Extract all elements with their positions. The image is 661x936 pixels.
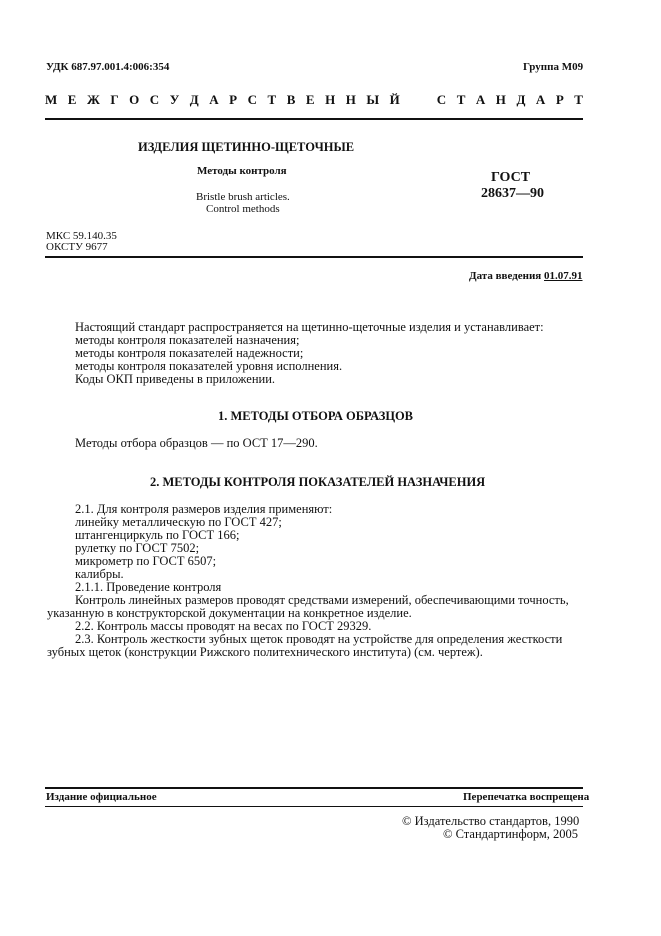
section1-heading: 1. МЕТОДЫ ОТБОРА ОБРАЗЦОВ	[218, 409, 414, 423]
gost-number: 28637—90	[481, 186, 544, 201]
banner-letter: Н	[325, 92, 336, 107]
banner-letter: Н	[345, 92, 356, 107]
section2-heading: 2. МЕТОДЫ КОНТРОЛЯ ПОКАЗАТЕЛЕЙ НАЗНАЧЕНИЯ	[150, 475, 486, 489]
intro-date-label: Дата введения	[469, 270, 542, 282]
english-title-line1: Bristle brush articles.	[196, 191, 290, 203]
banner-letter: Р	[555, 92, 564, 107]
banner-letter: О	[129, 92, 140, 107]
banner-rule	[45, 118, 583, 120]
banner-letter: Д	[516, 92, 526, 107]
section2-paragraph-2-3-line2: зубных щеток (конструкции Рижского политехнического института) (см. чертеж).	[47, 645, 483, 659]
intro-line: методы контроля показателей надежности;	[75, 346, 304, 360]
banner-letter: М	[45, 92, 58, 107]
udk-code: УДК 687.97.001.4:006:354	[46, 61, 170, 73]
tool-item: линейку металлическую по ГОСТ 427;	[75, 515, 282, 529]
banner-letter: Д	[189, 92, 199, 107]
section2-paragraph-2-1: 2.1. Для контроля размеров изделия применяют:	[75, 502, 333, 516]
footer-rule-lower	[45, 806, 583, 807]
english-title-line2: Control methods	[206, 203, 280, 215]
okstu-code: ОКСТУ 9677	[46, 241, 108, 253]
section1-text: Методы отбора образцов — по ОСТ 17—290.	[75, 436, 318, 450]
document-subtitle: Методы контроля	[197, 165, 287, 177]
section2-paragraph-2-1-1: 2.1.1. Проведение контроля	[75, 580, 222, 594]
banner-letter: Ж	[86, 92, 100, 107]
banner-letter: А	[209, 92, 219, 107]
banner-letter: Р	[229, 92, 238, 107]
official-edition: Издание официальное	[46, 791, 157, 803]
section2-paragraph-2-2: 2.2. Контроль массы проводят на весах по ГОСТ 29329.	[75, 619, 372, 633]
title-rule	[45, 256, 583, 258]
intro-line: методы контроля показателей уровня исполнения.	[75, 359, 343, 373]
banner-letter: Т	[267, 92, 277, 107]
banner-letter: С	[247, 92, 257, 107]
copyright-line1: © Издательство стандартов, 1990	[402, 814, 580, 828]
tool-item: рулетку по ГОСТ 7502;	[75, 541, 200, 555]
section2-measure-text-1: Контроль линейных размеров проводят средствами измерений, обеспечивающими точность,	[75, 593, 569, 607]
banner-letter: А	[535, 92, 546, 107]
banner-word-gap	[410, 92, 426, 108]
banner-letter: Н	[495, 92, 506, 107]
tool-item: калибры.	[75, 567, 124, 581]
tool-item: штангенциркуль по ГОСТ 166;	[75, 528, 240, 542]
intro-line: Настоящий стандарт распространяется на щетинно-щеточные изделия и устанавливает:	[75, 320, 544, 334]
banner-letter: Й	[389, 92, 400, 107]
banner-letter: Е	[67, 92, 77, 107]
banner-letter: В	[286, 92, 296, 107]
copyright-line2: © Стандартинформ, 2005	[443, 827, 579, 841]
intro-line: Коды ОКП приведены в приложении.	[75, 372, 276, 386]
intro-date	[469, 270, 583, 282]
banner-letter: Г	[110, 92, 119, 107]
document-title: ИЗДЕЛИЯ ЩЕТИННО-ЩЕТОЧНЫЕ	[138, 140, 355, 154]
intro-date-value: 01.07.91	[544, 270, 583, 282]
tool-item: микрометр по ГОСТ 6507;	[75, 554, 217, 568]
section2-measure-text-2: указанную в конструкторской документации на конкретное изделие.	[47, 606, 412, 620]
intro-line: методы контроля показателей назначения;	[75, 333, 300, 347]
banner-letter: Т	[574, 92, 583, 107]
banner-letter: С	[149, 92, 160, 107]
banner-letter: У	[169, 92, 180, 107]
footer-rule	[45, 787, 583, 789]
banner-letter: А	[475, 92, 486, 107]
banner-letter: Т	[456, 92, 466, 107]
group-code: Группа М09	[523, 61, 584, 73]
banner-letter: Ы	[366, 92, 380, 107]
standard-banner	[45, 92, 583, 108]
mks-code: МКС 59.140.35	[46, 230, 117, 242]
section2-paragraph-2-3-line1: 2.3. Контроль жесткости зубных щеток проводят на устройстве для определения жесткости	[75, 632, 563, 646]
banner-letter: С	[436, 92, 447, 107]
gost-label: ГОСТ	[491, 170, 531, 185]
banner-letter: Е	[305, 92, 315, 107]
reprint-prohibited: Перепечатка воспрещена	[463, 791, 590, 803]
